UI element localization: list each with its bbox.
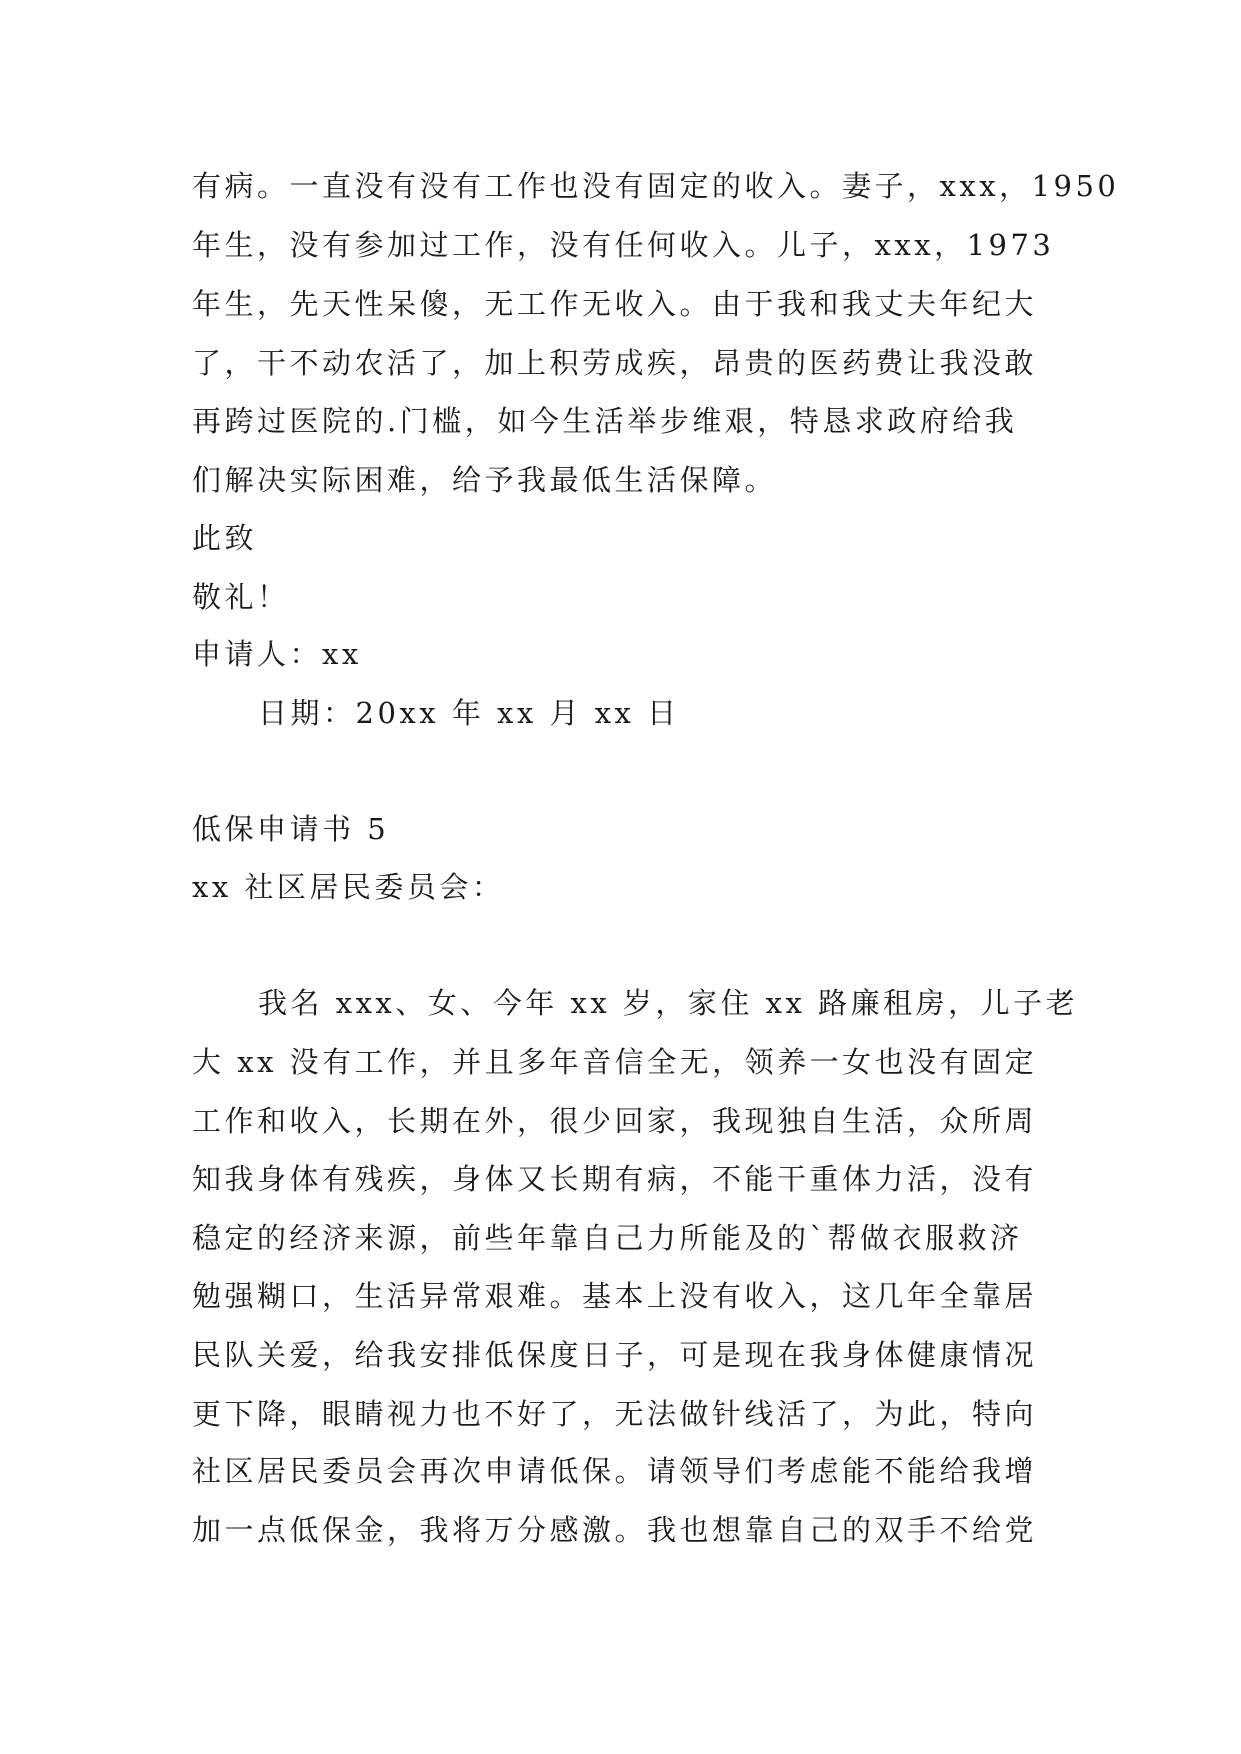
- letter4-body-line: 年生，先天性呆傻，无工作无收入。由于我和我丈夫年纪大: [192, 287, 1038, 321]
- letter5-body-line: 加一点低保金，我将万分感激。我也想靠自己的双手不给党: [192, 1513, 1038, 1547]
- closing-salutation: 此致: [192, 521, 258, 555]
- letter5-body-line: 我名 xxx、女、今年 xx 岁，家住 xx 路廉租房，儿子老: [258, 986, 1079, 1020]
- letter5-body-line: 知我身体有残疾，身体又长期有病，不能干重体力活，没有: [192, 1162, 1038, 1196]
- letter4-body-line: 再跨过医院的.门槛，如今生活举步维艰，特恳求政府给我: [192, 404, 1018, 438]
- closing-regards: 敬礼！: [192, 580, 290, 614]
- letter5-body-line: 民队关爱，给我安排低保度日子，可是现在我身体健康情况: [192, 1338, 1038, 1372]
- addressee: xx 社区居民委员会：: [192, 870, 505, 904]
- letter4-body-line: 有病。一直没有没有工作也没有固定的收入。妻子，xxx，1950: [192, 169, 1120, 203]
- letter5-body-line: 大 xx 没有工作，并且多年音信全无，领养一女也没有固定: [192, 1045, 1038, 1079]
- section-title: 低保申请书 5: [192, 812, 390, 846]
- letter5-body-line: 工作和收入，长期在外，很少回家，我现独自生活，众所周: [192, 1104, 1038, 1138]
- letter4-body-line: 年生，没有参加过工作，没有任何收入。儿子，xxx，1973: [192, 228, 1055, 262]
- applicant-signature: 申请人：xx: [192, 637, 362, 671]
- letter5-body-line: 社区居民委员会再次申请低保。请领导们考虑能不能给我增: [192, 1454, 1038, 1488]
- letter5-body-line: 更下降，眼睛视力也不好了，无法做针线活了，为此，特向: [192, 1397, 1038, 1431]
- letter4-body-line: 了，干不动农活了，加上积劳成疾，昂贵的医药费让我没敢: [192, 346, 1038, 380]
- letter5-body-line: 勉强糊口，生活异常艰难。基本上没有收入，这几年全靠居: [192, 1279, 1038, 1313]
- letter4-body-line: 们解决实际困难，给予我最低生活保障。: [192, 463, 778, 497]
- letter5-body-line: 稳定的经济来源，前些年靠自己力所能及的`帮做衣服救济: [192, 1221, 1023, 1255]
- date-line: 日期：20xx 年 xx 月 xx 日: [258, 696, 680, 730]
